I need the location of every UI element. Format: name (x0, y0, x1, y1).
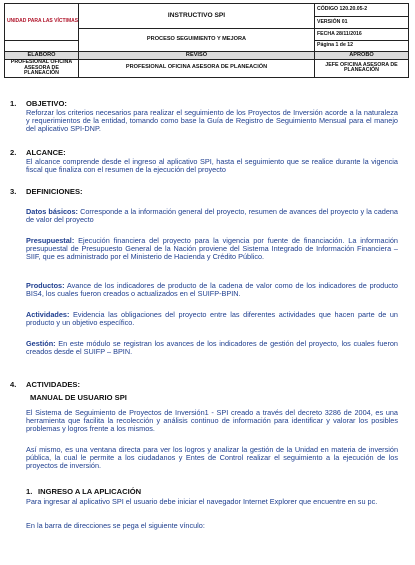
col-elaboro-header: ELABORÓ (5, 52, 79, 60)
logo-text: UNIDAD PARA LAS VÍCTIMAS (6, 18, 79, 25)
intro-paragraph: El Sistema de Seguimiento de Proyectos de Inversión1 - SPI creado a través del decreto 3286 de 2004, es una herramienta que facilita la recolección y análisis continuo de información para identificar y valorar los posibles problemas y logros frente a los mismos. (26, 408, 398, 434)
subsection-ingreso-heading (26, 487, 141, 496)
section-objetivo-heading (10, 99, 67, 108)
aprobo-value: JEFE OFICINA ASESORA DE PLANEACIÓN (315, 60, 409, 78)
section-alcance-heading (10, 148, 66, 157)
section-title: ALCANCE: (26, 148, 66, 157)
definition-term: Datos básicos: (26, 207, 78, 216)
manual-title: MANUAL DE USUARIO SPI (30, 393, 127, 402)
process-name: PROCESO SEGUIMIENTO Y MEJORA (79, 29, 315, 52)
section-number: 2. (10, 148, 17, 157)
definition-term: Productos: (26, 281, 65, 290)
col-aprobo-header: APROBÓ (315, 52, 409, 60)
doc-version: VERSIÓN 01 (315, 17, 409, 29)
section-title: OBJETIVO: (26, 99, 67, 108)
unidad-victimas-logo (6, 17, 79, 28)
definition-text: Evidencia las obligaciones del proyecto entre las diferentes actividades que hacen parte de un producto y un objetivo específico. (26, 310, 398, 328)
section-definiciones-heading (10, 187, 83, 196)
section-title: ACTIVIDADES: (26, 380, 81, 389)
definition-datos-basicos (26, 208, 398, 224)
definition-productos (26, 282, 398, 298)
definition-term: Actividades: (26, 310, 70, 319)
section-title: DEFINICIONES: (26, 187, 83, 196)
reviso-value: PROFESIONAL OFICINA ASESORA DE PLANEACIÓN (79, 60, 315, 78)
definition-term: Gestión: (26, 339, 56, 348)
definition-text: En este módulo se registran los avances de los indicadores de gestión del proyecto, los cuales fueron creados desde el SUIFP – BPIN. (26, 339, 398, 357)
elaboro-value: PROFESIONAL OFICINA ASESORA DE PLANEACIÓN (5, 60, 79, 78)
logo-cell (5, 4, 79, 41)
section-number: 4. (10, 380, 17, 389)
definition-presupuestal (26, 237, 398, 262)
col-reviso-header: REVISÓ (79, 52, 315, 60)
objetivo-text: Reforzar los criterios necesarios para realizar el seguimiento de los Proyectos de Inversión acorde a la naturaleza y requerimientos de la entidad, tomando como base la Guía de Registro de Seguimiento Mensual para el manejo del aplicativo SPI-DNP. (26, 108, 398, 134)
definition-gestion (26, 340, 398, 356)
definition-text: Avance de los indicadores de producto de la cadena de valor como de los indicadores de producto BIS4, los cuales fueron creados o actualizados en el SUIFP-BPIN. (26, 281, 398, 299)
definition-actividades (26, 311, 398, 327)
doc-code: CÓDIGO 120.20.05-2 (315, 4, 409, 17)
doc-title: INSTRUCTIVO SPI (79, 4, 315, 29)
logo-cell-bottom (5, 41, 79, 52)
purpose-paragraph: Así mismo, es una ventana directa para ver los logros y analizar la gestión de la Unidad en materia de inversión pública, la cual le permite a los ciudadanos y Entes de Control realizar el seguimiento a la ejecución de los proyectos de inversión. (26, 445, 398, 471)
page-number: Página 1 de 12 (315, 41, 409, 52)
alcance-text: El alcance comprende desde el ingreso al aplicativo SPI, hasta el seguimiento que se realice durante la vigencia fiscal que finaliza con el resumen de la ejecución del proyecto (26, 157, 398, 175)
doc-date: FECHA 28/11/2016 (315, 29, 409, 41)
subsection-number: 1. (26, 487, 33, 496)
subsection-title: INGRESO A LA APLICACIÓN (38, 487, 142, 496)
definition-text: Corresponde a la información general del proyecto, resumen de avances del proyecto y la cadena de valor del proyecto (26, 207, 398, 225)
document-header-table (4, 3, 409, 78)
section-number: 1. (10, 99, 17, 108)
ingreso-paragraph: Para ingresar al aplicativo SPI el usuario debe iniciar el navegador Internet Explorer que encuentre en su pc. (26, 497, 378, 506)
definition-text: Ejecución financiera del proyecto para la vigencia por fuente de financiación. La información presupuestal de Presupuesto General de la Nación proviene del Sistema Integrado de Información Financiera – SIIF, que es administrado por el Ministerio de Hacienda y Crédito Público. (26, 236, 398, 262)
vinculo-paragraph: En la barra de direcciones se pega el siguiente vínculo: (26, 521, 205, 530)
definition-term: Presupuestal: (26, 236, 75, 245)
section-actividades-heading (10, 380, 80, 389)
section-number: 3. (10, 187, 17, 196)
